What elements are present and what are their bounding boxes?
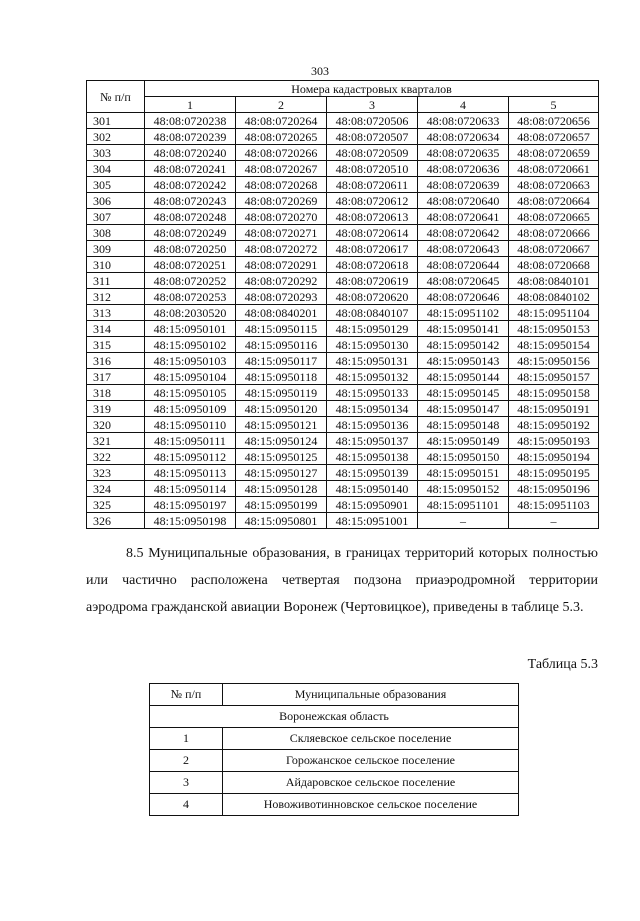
row-number: 313 — [87, 305, 145, 321]
cadastral-number-cell: 48:08:0720292 — [236, 273, 327, 289]
cadastral-number-cell: 48:08:0720614 — [327, 225, 418, 241]
cadastral-number-cell: 48:15:0950121 — [236, 417, 327, 433]
cadastral-number-cell: 48:08:0720667 — [509, 241, 599, 257]
cadastral-number-cell: 48:08:0720265 — [236, 129, 327, 145]
row-number: 324 — [87, 481, 145, 497]
cadastral-number-cell: 48:08:0840107 — [327, 305, 418, 321]
municipality-name: Айдаровское сельское поселение — [223, 772, 519, 794]
cadastral-number-cell: 48:15:0950116 — [236, 337, 327, 353]
table-row — [87, 433, 599, 449]
cadastral-table-body — [87, 113, 599, 529]
cadastral-number-cell: 48:08:0720619 — [327, 273, 418, 289]
cadastral-number-cell: 48:08:0720268 — [236, 177, 327, 193]
cadastral-number-cell: 48:08:0720642 — [418, 225, 509, 241]
row-number: 301 — [87, 113, 145, 129]
cadastral-number-cell: 48:08:0720618 — [327, 257, 418, 273]
cadastral-number-cell: 48:08:0720617 — [327, 241, 418, 257]
row-number: 305 — [87, 177, 145, 193]
cadastral-number-cell: 48:15:0950195 — [509, 465, 599, 481]
municipality-name: Новоживотинновское сельское поселение — [223, 794, 519, 816]
column-label: 3 — [327, 97, 418, 113]
row-number: 1 — [150, 728, 223, 750]
cadastral-number-cell: 48:08:0720645 — [418, 273, 509, 289]
cadastral-number-cell: 48:15:0950118 — [236, 369, 327, 385]
cadastral-number-cell: 48:08:0720634 — [418, 129, 509, 145]
cadastral-number-cell: 48:15:0950145 — [418, 385, 509, 401]
cadastral-number-cell: 48:08:0720251 — [145, 257, 236, 273]
table-row — [150, 728, 519, 750]
cadastral-number-cell: 48:15:0950141 — [418, 321, 509, 337]
cadastral-number-cell: 48:15:0951103 — [509, 497, 599, 513]
cadastral-number-cell: 48:15:0950901 — [327, 497, 418, 513]
table-row — [87, 113, 599, 129]
cadastral-number-cell: 48:15:0950136 — [327, 417, 418, 433]
cadastral-number-cell: 48:08:0720271 — [236, 225, 327, 241]
cadastral-number-cell: 48:08:0720291 — [236, 257, 327, 273]
cadastral-number-cell: 48:08:0720266 — [236, 145, 327, 161]
cadastral-number-cell: 48:15:0950124 — [236, 433, 327, 449]
cadastral-number-cell: 48:15:0950101 — [145, 321, 236, 337]
table-row — [87, 145, 599, 161]
cadastral-number-cell: 48:15:0950112 — [145, 449, 236, 465]
table-row — [87, 257, 599, 273]
cadastral-number-cell: 48:08:0720663 — [509, 177, 599, 193]
paragraph-text: 8.5 Муниципальные образования, в границах территорий которых полностью или частично расположена четвертая подзона приаэродромной территории аэродрома гражданской авиации Воронеж (Чертовицкое), приведены в таблице 5.3. — [86, 546, 598, 615]
header-cadastral-quarters: Номера кадастровых кварталов — [145, 81, 599, 97]
cadastral-number-cell: 48:08:0720267 — [236, 161, 327, 177]
cadastral-number-cell: 48:15:0950109 — [145, 401, 236, 417]
cadastral-number-cell: – — [418, 513, 509, 529]
row-number: 319 — [87, 401, 145, 417]
cadastral-number-cell: 48:08:0720506 — [327, 113, 418, 129]
cadastral-number-cell: 48:08:0720620 — [327, 289, 418, 305]
cadastral-number-cell: 48:15:0950153 — [509, 321, 599, 337]
column-label: 1 — [145, 97, 236, 113]
table-row — [87, 241, 599, 257]
row-number: 312 — [87, 289, 145, 305]
cadastral-number-cell: 48:08:0720270 — [236, 209, 327, 225]
paragraph-8-5 — [86, 540, 598, 621]
cadastral-number-cell: 48:15:0950129 — [327, 321, 418, 337]
cadastral-number-cell: 48:08:0720242 — [145, 177, 236, 193]
cadastral-number-cell: 48:08:0840101 — [509, 273, 599, 289]
table-row — [87, 177, 599, 193]
cadastral-number-cell: 48:15:0950103 — [145, 353, 236, 369]
cadastral-number-cell: 48:15:0951102 — [418, 305, 509, 321]
header-municipalities: Муниципальные образования — [223, 684, 519, 706]
cadastral-number-cell: 48:15:0951001 — [327, 513, 418, 529]
cadastral-number-cell: 48:08:0720613 — [327, 209, 418, 225]
table-caption: Таблица 5.3 — [527, 657, 598, 672]
cadastral-number-cell: 48:15:0950140 — [327, 481, 418, 497]
row-number: 2 — [150, 750, 223, 772]
cadastral-number-cell: 48:15:0950130 — [327, 337, 418, 353]
row-number: 303 — [87, 145, 145, 161]
cadastral-number-cell: 48:15:0950144 — [418, 369, 509, 385]
table-row — [87, 305, 599, 321]
cadastral-number-cell: 48:08:0720241 — [145, 161, 236, 177]
table-row — [87, 193, 599, 209]
table-row — [87, 481, 599, 497]
table-row — [87, 225, 599, 241]
table-row — [87, 353, 599, 369]
cadastral-number-cell: 48:15:0950133 — [327, 385, 418, 401]
table-row — [87, 289, 599, 305]
cadastral-number-cell: 48:15:0950151 — [418, 465, 509, 481]
cadastral-number-cell: 48:08:0720250 — [145, 241, 236, 257]
row-number: 316 — [87, 353, 145, 369]
table-row — [87, 273, 599, 289]
cadastral-number-cell: 48:15:0950125 — [236, 449, 327, 465]
row-number: 311 — [87, 273, 145, 289]
region-name: Воронежская область — [150, 706, 519, 728]
cadastral-number-cell: 48:15:0950193 — [509, 433, 599, 449]
cadastral-number-cell: 48:08:0840201 — [236, 305, 327, 321]
cadastral-number-cell: 48:08:0720510 — [327, 161, 418, 177]
header-row-number: № п/п — [150, 684, 223, 706]
cadastral-number-cell: 48:15:0950114 — [145, 481, 236, 497]
cadastral-number-cell: 48:08:0720248 — [145, 209, 236, 225]
page-number: 303 — [311, 64, 329, 78]
cadastral-number-cell: 48:08:0720657 — [509, 129, 599, 145]
cadastral-number-cell: 48:15:0950143 — [418, 353, 509, 369]
cadastral-number-cell: 48:15:0950191 — [509, 401, 599, 417]
cadastral-number-cell: 48:15:0950132 — [327, 369, 418, 385]
cadastral-number-cell: 48:15:0950156 — [509, 353, 599, 369]
cadastral-number-cell: 48:15:0950154 — [509, 337, 599, 353]
cadastral-number-cell: 48:15:0950197 — [145, 497, 236, 513]
cadastral-number-cell: 48:08:0720252 — [145, 273, 236, 289]
cadastral-number-cell: 48:15:0950150 — [418, 449, 509, 465]
cadastral-number-cell: 48:15:0950113 — [145, 465, 236, 481]
column-label: 2 — [236, 97, 327, 113]
row-number: 323 — [87, 465, 145, 481]
municipalities-table-body — [150, 706, 519, 816]
table-row — [87, 129, 599, 145]
table-row — [87, 209, 599, 225]
cadastral-number-cell: 48:08:0720238 — [145, 113, 236, 129]
row-number: 3 — [150, 772, 223, 794]
cadastral-number-cell: 48:08:0720269 — [236, 193, 327, 209]
table-row — [87, 401, 599, 417]
table-row — [87, 337, 599, 353]
cadastral-number-cell: 48:08:0720640 — [418, 193, 509, 209]
cadastral-number-cell: 48:15:0950158 — [509, 385, 599, 401]
cadastral-number-cell: 48:08:0720668 — [509, 257, 599, 273]
table-row — [87, 161, 599, 177]
cadastral-number-cell: 48:15:0950801 — [236, 513, 327, 529]
row-number: 317 — [87, 369, 145, 385]
table-row — [150, 772, 519, 794]
cadastral-number-cell: 48:15:0950194 — [509, 449, 599, 465]
cadastral-number-cell: 48:08:0720641 — [418, 209, 509, 225]
cadastral-number-cell: 48:08:0720639 — [418, 177, 509, 193]
cadastral-number-cell: 48:15:0950110 — [145, 417, 236, 433]
table-row — [87, 513, 599, 529]
cadastral-number-cell: 48:08:0720666 — [509, 225, 599, 241]
header-row-number: № п/п — [87, 81, 145, 113]
cadastral-number-cell: 48:08:0720509 — [327, 145, 418, 161]
cadastral-number-cell: 48:08:0720656 — [509, 113, 599, 129]
row-number: 307 — [87, 209, 145, 225]
row-number: 318 — [87, 385, 145, 401]
row-number: 322 — [87, 449, 145, 465]
cadastral-number-cell: 48:15:0951101 — [418, 497, 509, 513]
table-row — [87, 449, 599, 465]
cadastral-number-cell: 48:08:0720253 — [145, 289, 236, 305]
cadastral-number-cell: 48:15:0950105 — [145, 385, 236, 401]
cadastral-number-cell: 48:08:0720644 — [418, 257, 509, 273]
cadastral-number-cell: 48:08:0720249 — [145, 225, 236, 241]
cadastral-number-cell: 48:15:0950115 — [236, 321, 327, 337]
cadastral-number-cell: 48:15:0950139 — [327, 465, 418, 481]
cadastral-number-cell: 48:15:0951104 — [509, 305, 599, 321]
table-row — [87, 497, 599, 513]
cadastral-number-cell: 48:15:0950147 — [418, 401, 509, 417]
cadastral-number-cell: 48:08:2030520 — [145, 305, 236, 321]
cadastral-number-cell: 48:15:0950138 — [327, 449, 418, 465]
cadastral-number-cell: 48:15:0950198 — [145, 513, 236, 529]
cadastral-number-cell: 48:15:0950196 — [509, 481, 599, 497]
cadastral-number-cell: 48:08:0720661 — [509, 161, 599, 177]
row-number: 325 — [87, 497, 145, 513]
table-row — [150, 750, 519, 772]
cadastral-number-cell: 48:08:0720659 — [509, 145, 599, 161]
cadastral-number-cell: 48:15:0950148 — [418, 417, 509, 433]
cadastral-number-cell: 48:15:0950142 — [418, 337, 509, 353]
cadastral-number-cell: 48:08:0720240 — [145, 145, 236, 161]
cadastral-number-cell: 48:15:0950128 — [236, 481, 327, 497]
cadastral-number-cell: 48:08:0720633 — [418, 113, 509, 129]
column-labels-row — [87, 97, 599, 113]
municipality-name: Горожанское сельское поселение — [223, 750, 519, 772]
row-number: 315 — [87, 337, 145, 353]
column-label: 5 — [509, 97, 599, 113]
cadastral-number-cell: 48:15:0950137 — [327, 433, 418, 449]
cadastral-number-cell: 48:08:0840102 — [509, 289, 599, 305]
row-number: 302 — [87, 129, 145, 145]
cadastral-number-cell: 48:08:0720646 — [418, 289, 509, 305]
cadastral-number-cell: 48:15:0950119 — [236, 385, 327, 401]
row-number: 321 — [87, 433, 145, 449]
table-row — [87, 385, 599, 401]
cadastral-number-cell: 48:15:0950157 — [509, 369, 599, 385]
cadastral-quarters-table — [86, 80, 599, 529]
row-number: 314 — [87, 321, 145, 337]
cadastral-number-cell: – — [509, 513, 599, 529]
cadastral-number-cell: 48:15:0950117 — [236, 353, 327, 369]
column-label: 4 — [418, 97, 509, 113]
cadastral-number-cell: 48:15:0950134 — [327, 401, 418, 417]
cadastral-number-cell: 48:15:0950127 — [236, 465, 327, 481]
cadastral-number-cell: 48:15:0950192 — [509, 417, 599, 433]
row-number: 4 — [150, 794, 223, 816]
cadastral-number-cell: 48:15:0950102 — [145, 337, 236, 353]
cadastral-number-cell: 48:08:0720264 — [236, 113, 327, 129]
table-row — [87, 369, 599, 385]
row-number: 326 — [87, 513, 145, 529]
cadastral-number-cell: 48:08:0720507 — [327, 129, 418, 145]
table-row — [87, 417, 599, 433]
row-number: 308 — [87, 225, 145, 241]
row-number: 306 — [87, 193, 145, 209]
row-number: 304 — [87, 161, 145, 177]
cadastral-number-cell: 48:15:0950131 — [327, 353, 418, 369]
cadastral-number-cell: 48:08:0720612 — [327, 193, 418, 209]
cadastral-number-cell: 48:08:0720272 — [236, 241, 327, 257]
cadastral-number-cell: 48:08:0720636 — [418, 161, 509, 177]
municipalities-table — [149, 683, 519, 816]
cadastral-number-cell: 48:08:0720643 — [418, 241, 509, 257]
cadastral-number-cell: 48:08:0720243 — [145, 193, 236, 209]
cadastral-number-cell: 48:15:0950111 — [145, 433, 236, 449]
cadastral-number-cell: 48:08:0720293 — [236, 289, 327, 305]
cadastral-number-cell: 48:15:0950152 — [418, 481, 509, 497]
table-row — [150, 794, 519, 816]
cadastral-number-cell: 48:15:0950120 — [236, 401, 327, 417]
table-row — [87, 465, 599, 481]
row-number: 309 — [87, 241, 145, 257]
cadastral-number-cell: 48:15:0950104 — [145, 369, 236, 385]
municipality-name: Скляевское сельское поселение — [223, 728, 519, 750]
row-number: 320 — [87, 417, 145, 433]
table-row — [87, 321, 599, 337]
cadastral-number-cell: 48:08:0720239 — [145, 129, 236, 145]
region-row — [150, 706, 519, 728]
cadastral-number-cell: 48:08:0720635 — [418, 145, 509, 161]
cadastral-number-cell: 48:15:0950149 — [418, 433, 509, 449]
cadastral-number-cell: 48:15:0950199 — [236, 497, 327, 513]
cadastral-number-cell: 48:08:0720611 — [327, 177, 418, 193]
row-number: 310 — [87, 257, 145, 273]
cadastral-number-cell: 48:08:0720664 — [509, 193, 599, 209]
cadastral-number-cell: 48:08:0720665 — [509, 209, 599, 225]
